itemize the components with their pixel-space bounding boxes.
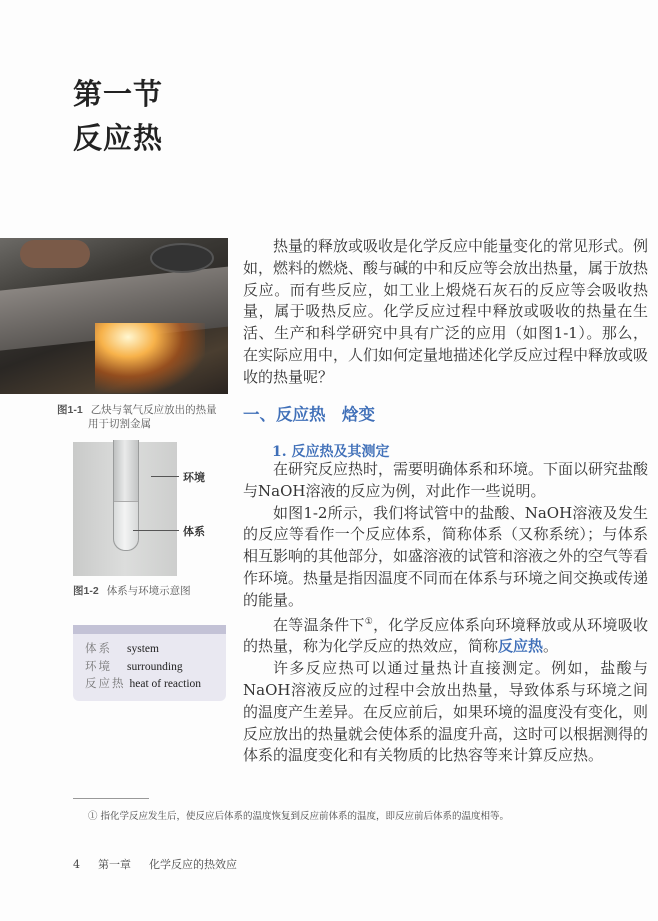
caption-text: 乙炔与氧气反应放出的热量 [90,404,217,416]
paragraph: 许多反应热可以通过量热计直接测定。例如，盐酸与NaOH溶液反应的过程中会放出热量，导致体系与环境之间的温度产生差异。在反应前后，如果环境的温度没有变化，则反应放出的热量就会使体系的温度升高，这时可以根据测得的体系的温度变化和有关物质的比热容等来计算反应热。 [243,659,649,765]
glossary-item: 体系 system [85,641,159,655]
glossary-item: 反应热 heat of reaction [85,676,202,690]
chapter-number: 第一章 [98,858,131,871]
figure-number: 图1-2 [73,585,99,597]
test-tube [113,440,139,551]
label-system: 体系 [183,525,205,538]
section-name: 反应热 [73,121,164,155]
page-footer [73,856,255,872]
paragraph: 在研究反应热时，需要明确体系和环境。下面以研究盐酸与NaOH溶液的反应为例，对此作一些说明。 [243,460,649,500]
section-number: 第一节 [73,77,164,111]
paragraph: 在等温条件下①，化学反应体系向环境释放或从环境吸收的热量，称为化学反应的热效应，简称反应热。 [243,615,648,656]
footnote-ref: ① [364,616,374,627]
figure-1-2-photo [73,442,177,576]
solution [114,501,138,550]
main-text [243,459,648,767]
page-number: 4 [73,858,80,871]
label-surrounding: 环境 [183,471,205,484]
caption-text: 用于切割金属 [88,418,151,430]
section-heading: 一、反应热 焓变 [243,405,375,424]
glossary-item: 环境 surrounding [85,658,183,673]
figure-number: 图1-1 [57,404,83,416]
footnote: ① 指化学反应发生后，使反应后体系的温度恢复到反应前体系的温度，即反应前后体系的温度相等。 [88,811,510,822]
figure-1-1-caption [57,403,217,431]
caption-text: 体系与环境示意图 [106,585,191,597]
figure-1-1-photo [0,238,228,394]
paragraph: 如图1-2所示，我们将试管中的盐酸、NaOH溶液及发生的反应等看作一个反应体系，简称体系（又称系统）；与体系相互影响的其他部分，如盛溶液的试管和溶液之外的空气等看作环境。热量是指因温度不同而在体系与环境之间交换或传递的能量。 [243,503,649,609]
footnote-divider [73,798,149,799]
glossary-box [73,625,226,701]
keyword: 反应热 [498,637,544,656]
chapter-title: 化学反应的热效应 [149,858,237,871]
section-title [73,72,163,160]
subsection-heading: 1. 反应热及其测定 [272,444,390,460]
figure-1-2-caption [73,584,191,598]
intro-paragraph: 热量的释放或吸收是化学反应中能量变化的常见形式。例如，燃料的燃烧、酸与碱的中和反应等会放出热量，属于放热反应。而有些反应，如工业上煅烧石灰石的反应等会吸收热量，属于吸热反应。化学反应过程中释放或吸收的热量在生活、生产和科学研究中具有广泛的应用（如图1-1）。那么，在实际应用中，人们如何定量地描述化学反应过程中释放或吸收的热量呢？ [243,237,649,386]
